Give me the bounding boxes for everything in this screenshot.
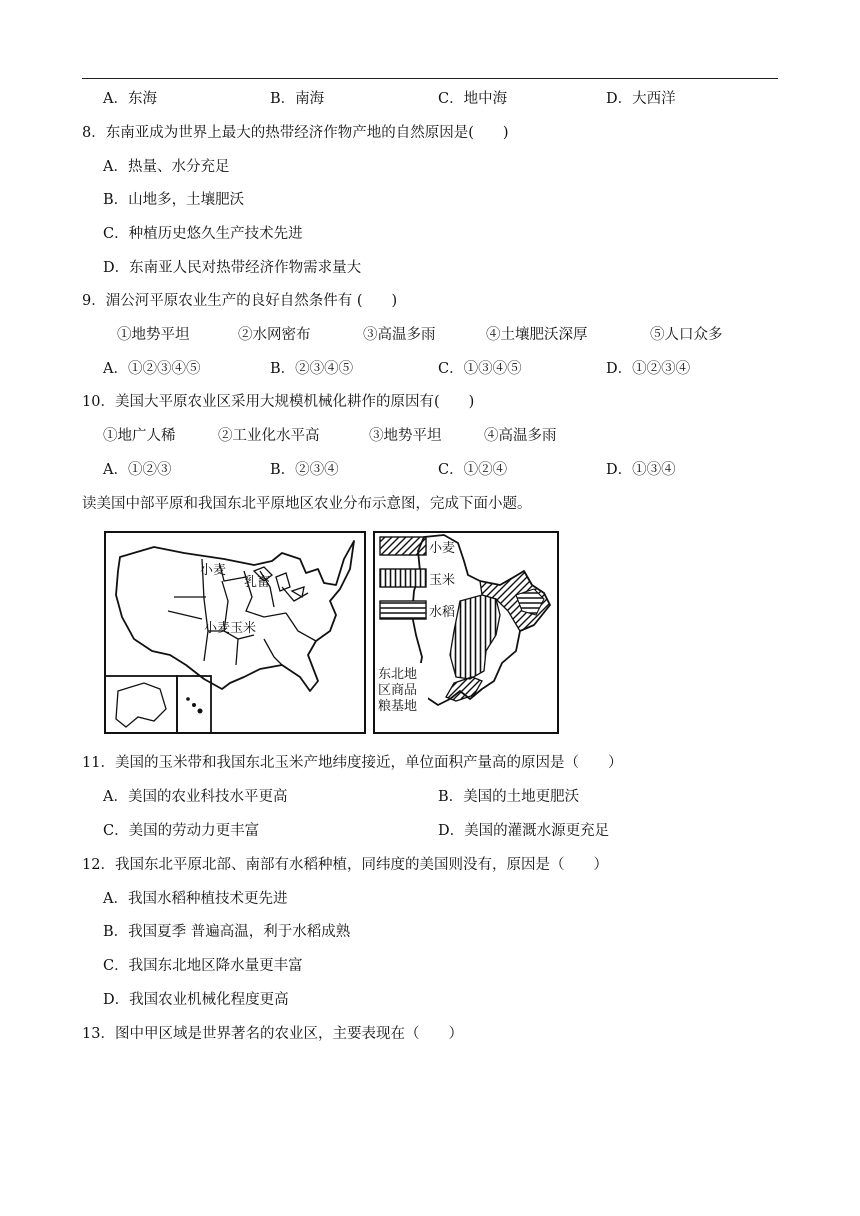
legend-label-corn: 玉米 [429,573,456,588]
q11-option-d[interactable]: D．美国的灌溉水源更充足 [438,823,610,839]
q11-stem: 11．美国的玉米带和我国东北玉米产地纬度接近，单位面积产量高的原因是（ ） [82,755,623,771]
q11-option-a[interactable]: A．美国的农业科技水平更高 [103,789,288,805]
legend-swatch-corn [380,569,426,587]
ne-china-map-panel [374,532,558,733]
legend-swatch-wheat [380,537,426,555]
q10-option-a[interactable]: A．①②③ [103,462,172,478]
q9-item-2: ②水网密布 [238,327,311,343]
q9-option-a[interactable]: A．①②③④⑤ [103,361,201,377]
q9-stem: 9．湄公河平原农业生产的良好自然条件有 ( ) [82,293,398,309]
q12-option-c[interactable]: C．我国东北地区降水量更丰富 [103,958,303,974]
legend-label-rice: 水稻 [429,605,456,620]
q9-option-c[interactable]: C．①③④⑤ [438,361,522,377]
header-rule [82,78,778,79]
us-label-wheat: 小麦 [200,563,227,578]
q9-option-b[interactable]: B．②③④⑤ [270,361,354,377]
q7-option-d[interactable]: D．大西洋 [606,91,676,107]
q10-option-d[interactable]: D．①③④ [606,462,676,478]
legend-label-wheat: 小麦 [429,541,456,556]
q12-option-b[interactable]: B．我国夏季 普遍高温，利于水稻成熟 [103,924,351,940]
q8-option-b[interactable]: B．山地多，土壤肥沃 [103,192,245,208]
q8-stem: 8．东南亚成为世界上最大的热带经济作物产地的自然原因是( ) [82,125,509,141]
q12-stem: 12．我国东北平原北部、南部有水稻种植，同纬度的美国则没有，原因是（ ） [82,857,608,873]
q13-stem: 13．图中甲区域是世界著名的农业区，主要表现在（ ） [82,1026,463,1042]
q8-option-d[interactable]: D．东南亚人民对热带经济作物需求量大 [103,260,362,276]
q12-option-a[interactable]: A．我国水稻种植技术更先进 [103,891,288,907]
map-intro: 读美国中部平原和我国东北平原地区农业分布示意图，完成下面小题。 [82,496,532,512]
legend-swatch-rice [380,601,426,619]
q8-option-a[interactable]: A．热量、水分充足 [103,159,230,175]
q9-item-3: ③高温多雨 [363,327,436,343]
q12-option-d[interactable]: D．我国农业机械化程度更高 [103,992,289,1008]
ne-label-line-3: 粮基地 [378,699,418,714]
q7-option-c[interactable]: C．地中海 [438,91,508,107]
q10-item-4: ④高温多雨 [484,428,557,444]
q8-option-c[interactable]: C．种植历史悠久生产技术先进 [103,226,303,242]
q11-option-b[interactable]: B．美国的土地更肥沃 [438,789,580,805]
q10-item-3: ③地势平坦 [369,428,442,444]
q7-option-b[interactable]: B．南海 [270,91,325,107]
q7-option-a[interactable]: A．东海 [103,91,157,107]
q10-option-c[interactable]: C．①②④ [438,462,508,478]
ne-label-line-2: 区商品 [378,683,418,698]
us-map-panel [105,532,365,733]
agriculture-map-figure [104,531,564,735]
q10-item-2: ②工业化水平高 [218,428,320,444]
q9-item-5: ⑤人口众多 [650,327,723,343]
hawaii-islands [198,709,203,714]
q10-option-b[interactable]: B．②③④ [270,462,339,478]
q11-option-c[interactable]: C．美国的劳动力更丰富 [103,823,260,839]
q10-stem: 10．美国大平原农业区采用大规模机械化耕作的原因有( ) [82,394,475,410]
q9-item-4: ④土壤肥沃深厚 [486,327,588,343]
q10-item-1: ①地广人稀 [103,428,176,444]
q9-item-1: ①地势平坦 [117,327,190,343]
ne-label-line-1: 东北地 [378,667,418,682]
us-label-dairy: 乳畜 [244,575,271,590]
us-label-wheat-corn: 小麦玉米 [204,621,257,636]
q9-option-d[interactable]: D．①②③④ [606,361,691,377]
